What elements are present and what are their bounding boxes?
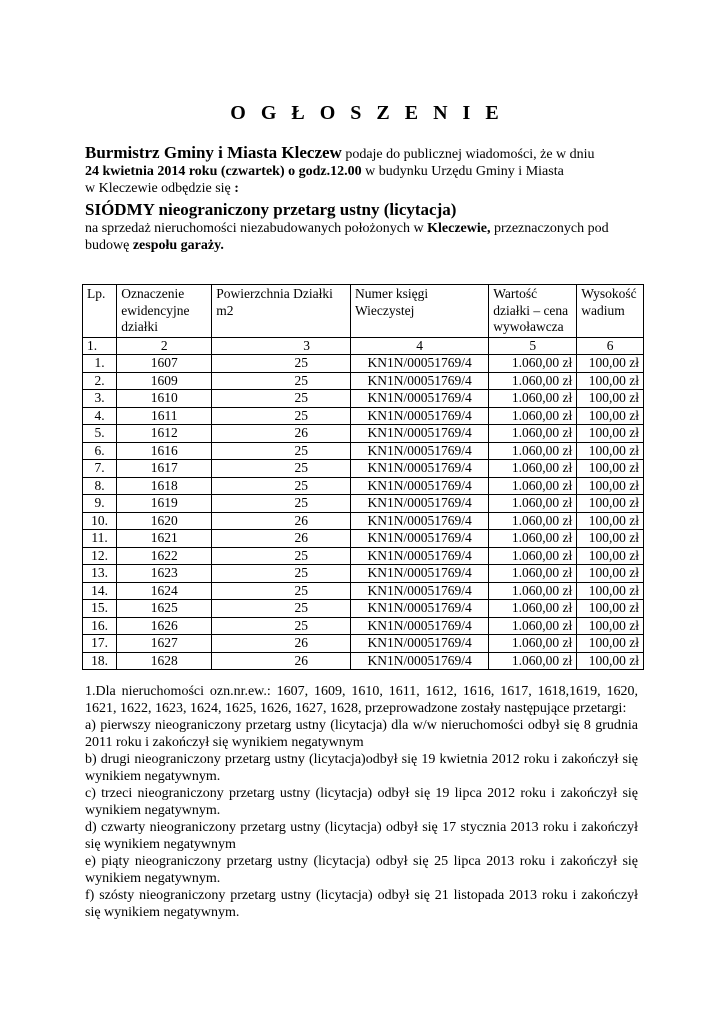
- row-plot-id: 1611: [117, 407, 212, 425]
- row-area: 26: [212, 530, 351, 548]
- row-plot-id: 1621: [117, 530, 212, 548]
- auction-location: w budynku Urzędu Gminy i Miasta: [361, 164, 564, 179]
- plots-table: [82, 284, 644, 670]
- row-plot-id: 1618: [117, 477, 212, 495]
- row-plot-id: 1610: [117, 390, 212, 408]
- row-area: 25: [212, 460, 351, 478]
- table-row: [83, 600, 644, 618]
- row-lp: 1.: [83, 355, 117, 373]
- row-plot-id: 1628: [117, 652, 212, 670]
- row-plot-id: 1624: [117, 582, 212, 600]
- row-plot-id: 1617: [117, 460, 212, 478]
- row-deposit: 100,00 zł: [577, 512, 644, 530]
- note-paragraph: b) drugi nieograniczony przetarg ustny (licytacja)odbył się 19 kwietnia 2012 roku i zakończył się wynikiem negatywnym.: [85, 752, 638, 784]
- note-paragraph: e) piąty nieograniczony przetarg ustny (licytacja) odbył się 25 lipca 2013 roku i zakończył się wynikiem negatywnym.: [85, 854, 638, 886]
- row-land-register: KN1N/00051769/4: [350, 600, 488, 618]
- row-lp: 2.: [83, 372, 117, 390]
- row-land-register: KN1N/00051769/4: [350, 477, 488, 495]
- row-land-register: KN1N/00051769/4: [350, 372, 488, 390]
- note-paragraph: 1.Dla nieruchomości ozn.nr.ew.: 1607, 1609, 1610, 1611, 1612, 1616, 1617, 1618,1619, 1620, 1621, 1622, 1623, 1624, 1625, 1626, 1627, 1628, przeprowadzone zostały następujące przetargi:: [85, 684, 638, 716]
- row-land-register: KN1N/00051769/4: [350, 652, 488, 670]
- row-lp: 12.: [83, 547, 117, 565]
- row-price: 1.060,00 zł: [489, 652, 577, 670]
- note-paragraph: f) szósty nieograniczony przetarg ustny (licytacja) odbył się 21 listopada 2013 roku i zakończył się wynikiem negatywnym.: [85, 888, 638, 920]
- table-row: [83, 460, 644, 478]
- intro-line3: w Kleczewie odbędzie się: [85, 181, 235, 196]
- row-price: 1.060,00 zł: [489, 425, 577, 443]
- row-deposit: 100,00 zł: [577, 477, 644, 495]
- row-area: 25: [212, 477, 351, 495]
- row-land-register: KN1N/00051769/4: [350, 495, 488, 513]
- row-deposit: 100,00 zł: [577, 547, 644, 565]
- row-price: 1.060,00 zł: [489, 390, 577, 408]
- row-deposit: 100,00 zł: [577, 617, 644, 635]
- table-row: [83, 390, 644, 408]
- row-lp: 7.: [83, 460, 117, 478]
- numbering-cell: 3: [212, 337, 351, 355]
- row-land-register: KN1N/00051769/4: [350, 582, 488, 600]
- table-row: [83, 407, 644, 425]
- row-land-register: KN1N/00051769/4: [350, 407, 488, 425]
- row-lp: 13.: [83, 565, 117, 583]
- row-deposit: 100,00 zł: [577, 582, 644, 600]
- row-lp: 14.: [83, 582, 117, 600]
- row-lp: 18.: [83, 652, 117, 670]
- row-price: 1.060,00 zł: [489, 617, 577, 635]
- row-area: 25: [212, 390, 351, 408]
- row-deposit: 100,00 zł: [577, 442, 644, 460]
- row-price: 1.060,00 zł: [489, 477, 577, 495]
- row-deposit: 100,00 zł: [577, 652, 644, 670]
- row-price: 1.060,00 zł: [489, 635, 577, 653]
- row-area: 25: [212, 582, 351, 600]
- row-price: 1.060,00 zł: [489, 372, 577, 390]
- row-area: 26: [212, 635, 351, 653]
- note-paragraph: d) czwarty nieograniczony przetarg ustny (licytacja) odbył się 17 stycznia 2013 roku i zakończył się wynikiem negatywnym: [85, 820, 638, 852]
- page-title: O G Ł O S Z E N I E: [230, 102, 504, 124]
- header-land-register: Numer księgi Wieczystej: [350, 285, 488, 338]
- intro-line1: podaje do publicznej wiadomości, że w dniu: [341, 147, 595, 162]
- row-plot-id: 1625: [117, 600, 212, 618]
- table-row: [83, 547, 644, 565]
- row-land-register: KN1N/00051769/4: [350, 530, 488, 548]
- table-row: [83, 582, 644, 600]
- row-plot-id: 1616: [117, 442, 212, 460]
- table-numbering-row: [83, 337, 644, 355]
- row-land-register: KN1N/00051769/4: [350, 635, 488, 653]
- row-deposit: 100,00 zł: [577, 530, 644, 548]
- row-lp: 4.: [83, 407, 117, 425]
- row-plot-id: 1612: [117, 425, 212, 443]
- row-lp: 15.: [83, 600, 117, 618]
- row-plot-id: 1627: [117, 635, 212, 653]
- row-price: 1.060,00 zł: [489, 495, 577, 513]
- row-plot-id: 1626: [117, 617, 212, 635]
- issuer-name: Burmistrz Gminy i Miasta Kleczew: [85, 143, 342, 162]
- table-row: [83, 425, 644, 443]
- numbering-cell: 2: [117, 337, 212, 355]
- row-land-register: KN1N/00051769/4: [350, 565, 488, 583]
- row-deposit: 100,00 zł: [577, 372, 644, 390]
- row-lp: 6.: [83, 442, 117, 460]
- row-deposit: 100,00 zł: [577, 495, 644, 513]
- table-body: [83, 355, 644, 670]
- auction-heading: SIÓDMY nieograniczony przetarg ustny (licytacja): [85, 200, 457, 219]
- row-deposit: 100,00 zł: [577, 635, 644, 653]
- row-land-register: KN1N/00051769/4: [350, 425, 488, 443]
- header-plot-id: Oznaczenie ewidencyjne działki: [117, 285, 212, 338]
- row-area: 25: [212, 547, 351, 565]
- numbering-cell: 1.: [83, 337, 117, 355]
- row-land-register: KN1N/00051769/4: [350, 442, 488, 460]
- row-plot-id: 1619: [117, 495, 212, 513]
- row-area: 25: [212, 565, 351, 583]
- row-deposit: 100,00 zł: [577, 407, 644, 425]
- row-land-register: KN1N/00051769/4: [350, 460, 488, 478]
- table-row: [83, 495, 644, 513]
- row-price: 1.060,00 zł: [489, 442, 577, 460]
- row-land-register: KN1N/00051769/4: [350, 390, 488, 408]
- row-area: 26: [212, 512, 351, 530]
- row-price: 1.060,00 zł: [489, 355, 577, 373]
- row-price: 1.060,00 zł: [489, 547, 577, 565]
- announcement-intro: [85, 144, 645, 254]
- row-deposit: 100,00 zł: [577, 355, 644, 373]
- purpose-garage: zespołu garaży.: [132, 238, 224, 253]
- header-lp: Lp.: [83, 285, 117, 338]
- row-lp: 8.: [83, 477, 117, 495]
- row-land-register: KN1N/00051769/4: [350, 547, 488, 565]
- row-lp: 10.: [83, 512, 117, 530]
- row-lp: 16.: [83, 617, 117, 635]
- row-area: 25: [212, 407, 351, 425]
- table-row: [83, 477, 644, 495]
- table-row: [83, 617, 644, 635]
- row-price: 1.060,00 zł: [489, 407, 577, 425]
- row-area: 26: [212, 652, 351, 670]
- purpose-text-2: przeznaczonych pod budowę: [85, 221, 609, 253]
- row-area: 25: [212, 372, 351, 390]
- purpose-place: Kleczewie,: [427, 221, 491, 236]
- note-paragraph: c) trzeci nieograniczony przetarg ustny (licytacja) odbył się 19 lipca 2012 roku i zakończył się wynikiem negatywnym.: [85, 786, 638, 818]
- row-area: 25: [212, 355, 351, 373]
- row-deposit: 100,00 zł: [577, 425, 644, 443]
- row-lp: 11.: [83, 530, 117, 548]
- row-price: 1.060,00 zł: [489, 460, 577, 478]
- row-price: 1.060,00 zł: [489, 565, 577, 583]
- row-lp: 17.: [83, 635, 117, 653]
- numbering-cell: 6: [577, 337, 644, 355]
- row-deposit: 100,00 zł: [577, 390, 644, 408]
- row-lp: 3.: [83, 390, 117, 408]
- header-deposit: Wysokość wadium: [577, 285, 644, 338]
- header-area: Powierzchnia Działki m2: [212, 285, 351, 338]
- row-lp: 9.: [83, 495, 117, 513]
- row-area: 25: [212, 442, 351, 460]
- row-price: 1.060,00 zł: [489, 512, 577, 530]
- intro-colon: :: [234, 181, 239, 196]
- table-row: [83, 635, 644, 653]
- row-land-register: KN1N/00051769/4: [350, 617, 488, 635]
- row-area: 25: [212, 600, 351, 618]
- table-row: [83, 530, 644, 548]
- purpose-text-1: na sprzedaż nieruchomości niezabudowanych położonych w: [85, 221, 428, 236]
- row-lp: 5.: [83, 425, 117, 443]
- row-price: 1.060,00 zł: [489, 530, 577, 548]
- numbering-cell: 4: [350, 337, 488, 355]
- auction-history-notes: [85, 683, 638, 921]
- numbering-cell: 5: [489, 337, 577, 355]
- row-area: 25: [212, 495, 351, 513]
- table-row: [83, 442, 644, 460]
- row-plot-id: 1623: [117, 565, 212, 583]
- row-deposit: 100,00 zł: [577, 460, 644, 478]
- table-header-row: [83, 285, 644, 338]
- row-plot-id: 1620: [117, 512, 212, 530]
- table-row: [83, 565, 644, 583]
- header-price: Wartość działki – cena wywoławcza: [489, 285, 577, 338]
- row-price: 1.060,00 zł: [489, 600, 577, 618]
- row-plot-id: 1607: [117, 355, 212, 373]
- row-area: 25: [212, 617, 351, 635]
- row-plot-id: 1622: [117, 547, 212, 565]
- table-row: [83, 652, 644, 670]
- table-row: [83, 355, 644, 373]
- row-land-register: KN1N/00051769/4: [350, 512, 488, 530]
- note-paragraph: a) pierwszy nieograniczony przetarg ustny (licytacja) dla w/w nieruchomości odbył się 8 grudnia 2011 roku i zakończył się wynikiem negatywnym: [85, 718, 638, 750]
- row-deposit: 100,00 zł: [577, 600, 644, 618]
- row-price: 1.060,00 zł: [489, 582, 577, 600]
- row-plot-id: 1609: [117, 372, 212, 390]
- table-row: [83, 512, 644, 530]
- row-area: 26: [212, 425, 351, 443]
- row-deposit: 100,00 zł: [577, 565, 644, 583]
- auction-date: 24 kwietnia 2014 roku (czwartek) o godz.12.00: [85, 164, 362, 179]
- table-row: [83, 372, 644, 390]
- row-land-register: KN1N/00051769/4: [350, 355, 488, 373]
